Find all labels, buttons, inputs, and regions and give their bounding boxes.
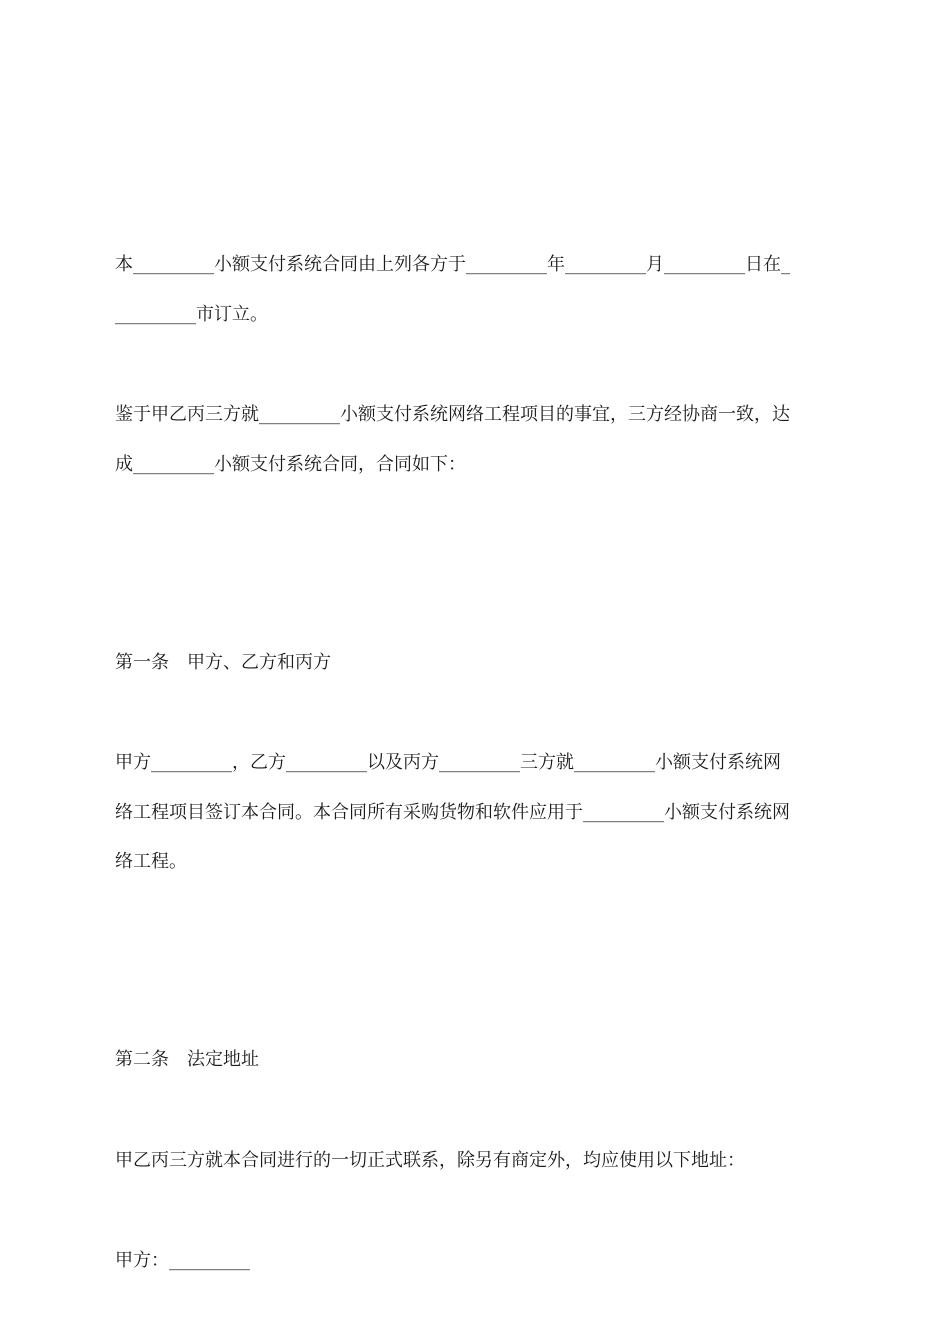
article-1-paragraph-line-1: 甲方_________，乙方_________以及丙方_________三方就_________小额支付系统网: [115, 752, 781, 773]
recital-paragraph-line-2: 成_________小额支付系统合同，合同如下：: [115, 454, 466, 475]
article-1-heading: 第一条 甲方、乙方和丙方: [115, 652, 331, 673]
article-1-paragraph-line-3: 络工程。: [115, 851, 187, 872]
party-a-address-field: 甲方：_________: [115, 1250, 250, 1271]
article-1-paragraph-line-2: 络工程项目签订本合同。本合同所有采购货物和软件应用于_________小额支付系统网: [115, 802, 790, 823]
intro-paragraph-line-1: 本_________小额支付系统合同由上列各方于_________年_________月_________日在_: [115, 254, 790, 275]
recital-paragraph-line-1: 鉴于甲乙丙三方就_________小额支付系统网络工程项目的事宜，三方经协商一致，达: [115, 404, 790, 425]
intro-paragraph-line-2: _________市订立。: [115, 304, 268, 325]
article-2-paragraph: 甲乙丙三方就本合同进行的一切正式联系，除另有商定外，均应使用以下地址：: [115, 1150, 745, 1171]
article-2-heading: 第二条 法定地址: [115, 1049, 259, 1070]
